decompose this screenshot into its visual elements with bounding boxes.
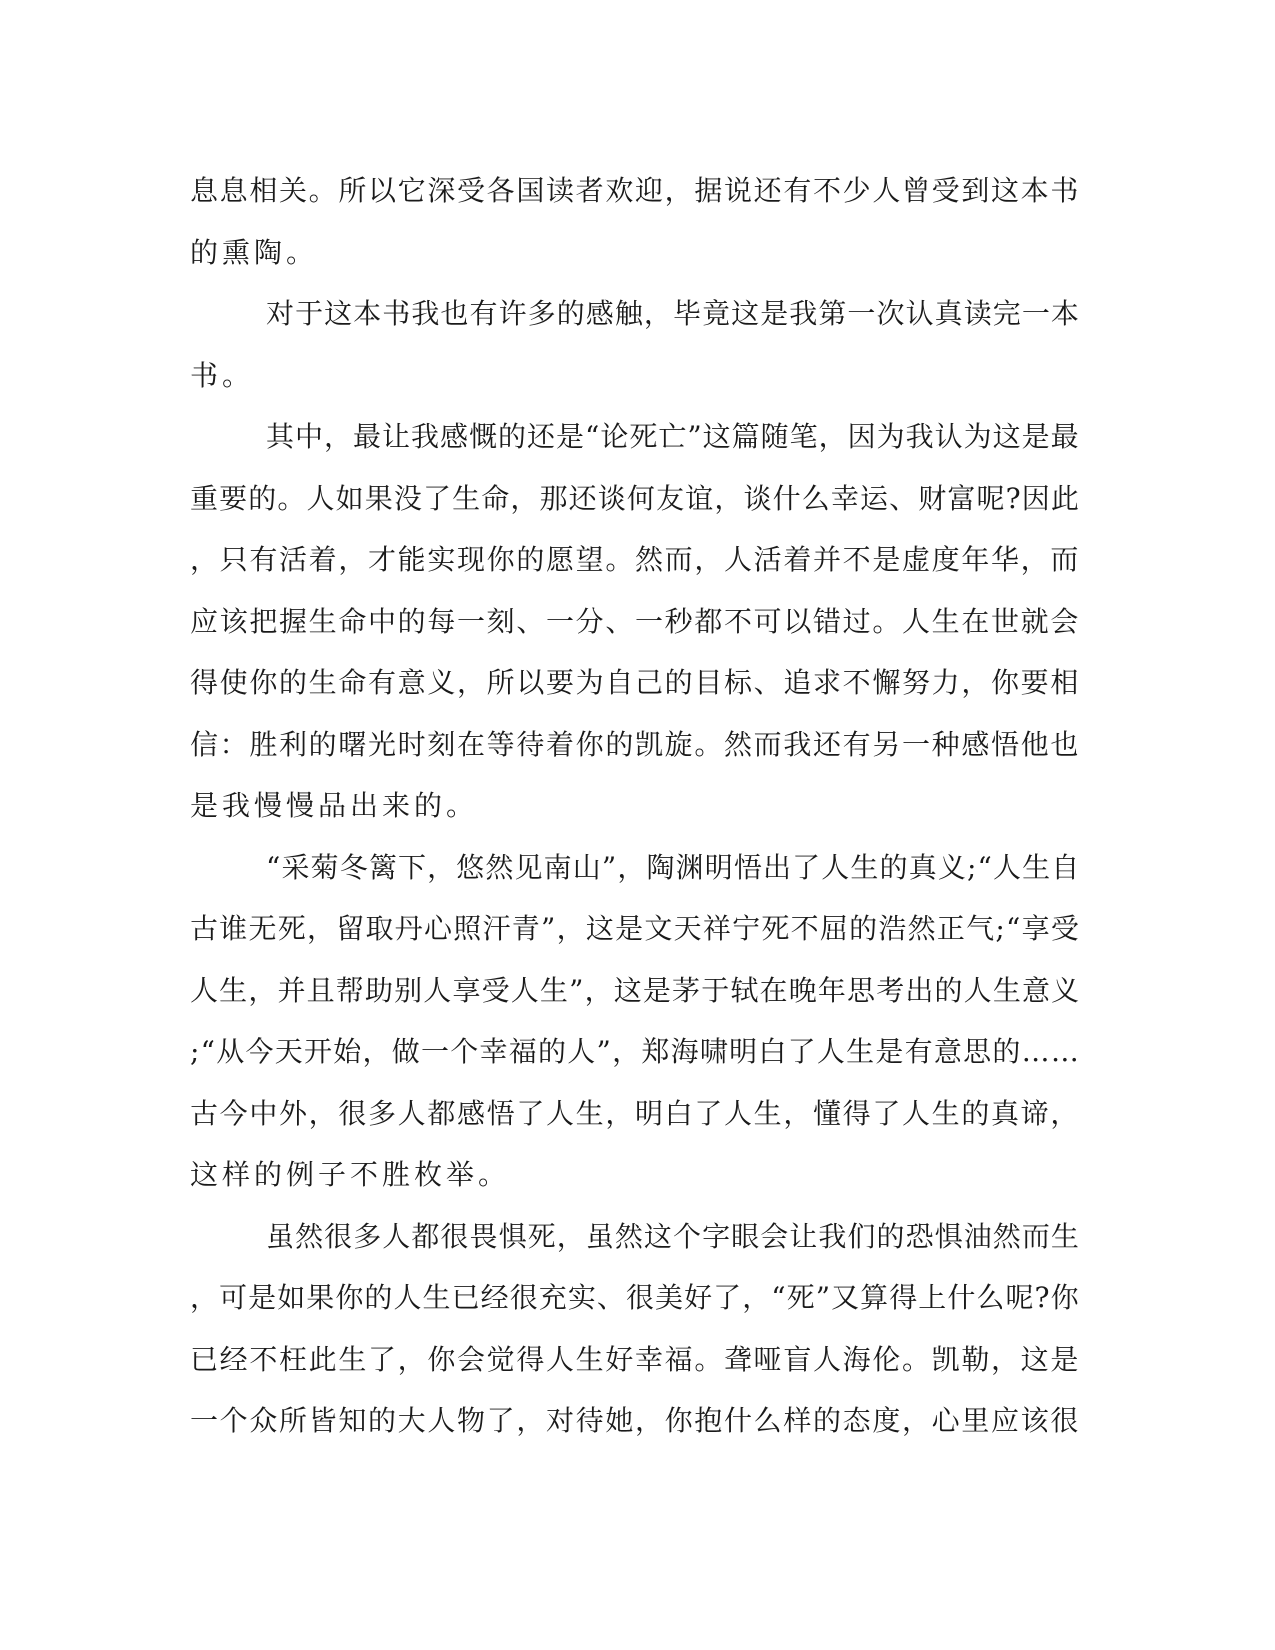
text-line: 重要的。人如果没了生命，那还谈何友谊，谈什么幸运、财富呢?因此 — [190, 481, 1081, 515]
document-body — [190, 160, 1080, 1452]
text-line: ，只有活着，才能实现你的愿望。然而，人活着并不是虚度年华，而 — [190, 543, 1081, 576]
text-line: 人生，并且帮助别人享受人生”，这是茅于轼在晚年思考出的人生意义 — [190, 973, 1081, 1007]
text-line: ，可是如果你的人生已经很充实、很美好了，“死”又算得上什么呢?你 — [190, 1281, 1080, 1314]
text-line: 是我慢慢品出来的。 — [190, 789, 479, 822]
text-line: 对于这本书我也有许多的感触，毕竟这是我第一次认真读完一本 — [266, 297, 1081, 330]
text-line: 古今中外，很多人都感悟了人生，明白了人生，懂得了人生的真谛， — [190, 1096, 1081, 1130]
text-line: “采菊冬篱下，悠然见南山”，陶渊明悟出了人生的真义;“人生自 — [266, 850, 1081, 884]
text-line: 已经不枉此生了，你会觉得人生好幸福。聋哑盲人海伦。凯勒，这是 — [190, 1342, 1081, 1376]
text-line: 息息相关。所以它深受各国读者欢迎，据说还有不少人曾受到这本书 — [190, 174, 1081, 207]
text-line: 书。 — [190, 358, 255, 392]
text-line: 信：胜利的曙光时刻在等待着你的凯旋。然而我还有另一种感悟他也 — [190, 727, 1081, 761]
text-line: 应该把握生命中的每一刻、一分、一秒都不可以错过。人生在世就会 — [190, 604, 1081, 638]
text-line: 得使你的生命有意义，所以要为自己的目标、追求不懈努力，你要相 — [190, 666, 1081, 699]
text-line: 其中，最让我感慨的还是“论死亡”这篇随笔，因为我认为这是最 — [266, 420, 1080, 453]
text-line: 的熏陶。 — [190, 235, 319, 269]
text-line: 这样的例子不胜枚举。 — [190, 1158, 511, 1191]
text-line: 虽然很多人都很畏惧死，虽然这个字眼会让我们的恐惧油然而生 — [266, 1219, 1081, 1253]
text-line: 古谁无死，留取丹心照汗青”，这是文天祥宁死不屈的浩然正气;“享受 — [190, 912, 1081, 945]
text-line: 一个众所皆知的大人物了，对待她，你抱什么样的态度，心里应该很 — [190, 1404, 1081, 1437]
text-line: ;“从今天开始，做一个幸福的人”，郑海啸明白了人生是有意思的…… — [190, 1035, 1081, 1068]
